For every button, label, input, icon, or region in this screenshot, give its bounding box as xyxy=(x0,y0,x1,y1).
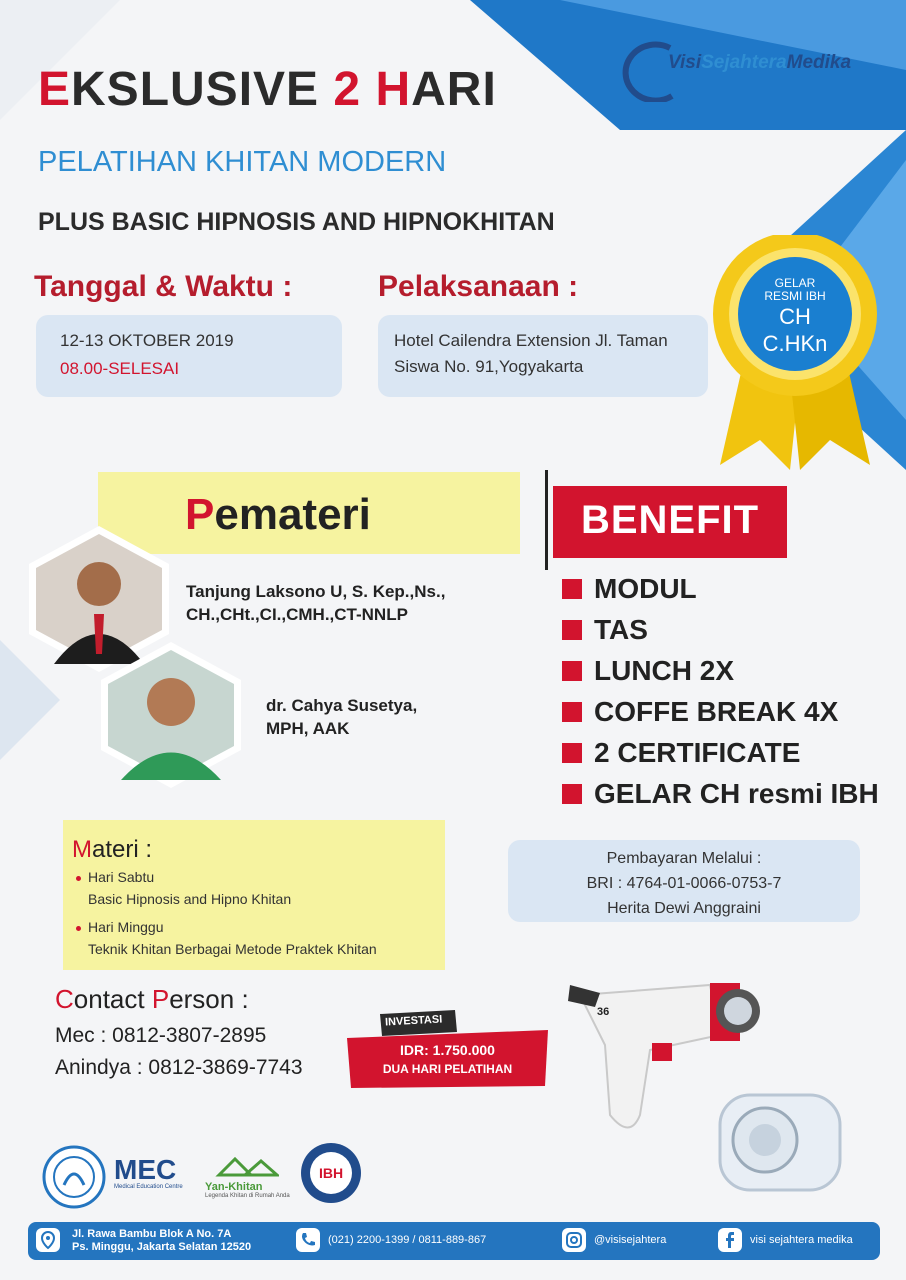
bullet-icon xyxy=(562,579,582,599)
date-heading: Tanggal & Waktu : xyxy=(34,270,293,303)
instagram-icon xyxy=(562,1228,586,1252)
materi-heading: Materi : xyxy=(72,836,153,863)
speaker1-line2: CH.,CHt.,CI.,CMH.,CT-NNLP xyxy=(186,605,408,624)
materi-day1: Hari Sabtu Basic Hipnosis and Hipno Khitan xyxy=(76,866,291,910)
contact-heading: Contact Person : xyxy=(55,984,249,1014)
ibh-logo: IBH xyxy=(300,1142,362,1204)
payment-account: BRI : 4764-01-0066-0753-7 xyxy=(586,875,782,892)
list-item: GELAR CH resmi IBH xyxy=(562,773,879,814)
list-item: MODUL xyxy=(562,568,879,609)
venue-box xyxy=(378,315,708,397)
bullet-icon xyxy=(562,661,582,681)
page-title: EKSLUSIVE 2 HARI xyxy=(38,63,497,116)
footer-bar xyxy=(28,1222,880,1260)
venue-line1: Hotel Cailendra Extension Jl. Taman xyxy=(394,331,668,350)
speaker2-name xyxy=(266,694,417,740)
bullet-icon xyxy=(562,784,582,804)
phone-icon xyxy=(296,1228,320,1252)
venue-heading: Pelaksanaan : xyxy=(378,270,579,303)
footer-phone: (021) 2200-1399 / 0811-889-867 xyxy=(328,1234,487,1246)
house-icon xyxy=(205,1155,279,1177)
subtitle: PELATIHAN KHITAN MODERN xyxy=(38,146,447,178)
payment-box xyxy=(508,840,860,922)
circumcision-device-illustration xyxy=(560,965,850,1210)
event-time: 08.00-SELESAI xyxy=(60,359,180,378)
brand-name: VisiSejahteraMedika xyxy=(668,52,852,73)
brand-logo xyxy=(620,38,890,108)
subtitle-secondary: PLUS BASIC HIPNOSIS AND HIPNOKHITAN xyxy=(38,208,555,236)
date-box xyxy=(36,315,342,397)
bullet-icon xyxy=(76,876,81,881)
materi-day2: Hari Minggu Teknik Khitan Berbagai Metode Praktek Khitan xyxy=(76,916,377,960)
certification-badge xyxy=(700,235,890,475)
contact-mec: Mec : 0812-3807-2895 xyxy=(55,1024,267,1047)
list-item: LUNCH 2X xyxy=(562,650,879,691)
speaker2-line1: dr. Cahya Susetya, xyxy=(266,696,418,715)
device-number: 36 xyxy=(597,1006,610,1018)
location-icon xyxy=(36,1228,60,1252)
footer-address: Jl. Rawa Bambu Blok A No. 7A Ps. Minggu, Jakarta Selatan 12520 xyxy=(72,1228,252,1253)
footer-facebook[interactable]: visi sejahtera medika xyxy=(750,1234,853,1246)
investment-duration: DUA HARI PELATIHAN xyxy=(382,1062,513,1076)
speaker2-photo xyxy=(96,640,246,790)
bullet-icon xyxy=(76,926,81,931)
badge-line3: CH xyxy=(779,304,811,329)
event-date: 12-13 OKTOBER 2019 xyxy=(60,331,234,350)
investment-label: INVESTASI xyxy=(384,1013,443,1029)
materi-day2-topic: Teknik Khitan Berbagai Metode Praktek Khitan xyxy=(88,941,377,957)
list-item: TAS xyxy=(562,609,879,650)
payment-holder: Herita Dewi Anggraini xyxy=(607,900,761,917)
investment-tag xyxy=(345,1010,550,1090)
payment-heading: Pembayaran Melalui : xyxy=(606,850,762,867)
bullet-icon xyxy=(562,702,582,722)
list-item: COFFE BREAK 4X xyxy=(562,691,879,732)
speaker2-line2: MPH, AAK xyxy=(266,719,350,738)
facebook-icon xyxy=(718,1228,742,1252)
mec-logo: MEC Medical Education Centre xyxy=(114,1154,183,1190)
yan-khitan-logo: Yan-Khitan Legenda Khitan di Rumah Anda xyxy=(205,1155,290,1199)
badge-line2: RESMI IBH xyxy=(764,289,826,303)
speaker1-line1: Tanjung Laksono U, S. Kep.,Ns., xyxy=(186,582,446,601)
investment-price: IDR: 1.750.000 xyxy=(400,1042,495,1058)
badge-line1: GELAR xyxy=(774,276,816,290)
benefit-list xyxy=(562,568,879,814)
benefit-heading: BENEFIT xyxy=(580,498,760,542)
bullet-icon xyxy=(562,743,582,763)
bullet-icon xyxy=(562,620,582,640)
venue-line2: Siswa No. 91,Yogyakarta xyxy=(394,357,584,376)
speakers-heading: Pemateri xyxy=(185,490,371,539)
badge-center xyxy=(738,257,852,371)
speaker1-name xyxy=(186,580,445,626)
contact-anindya: Anindya : 0812-3869-7743 xyxy=(55,1056,303,1079)
footer-instagram[interactable]: @visisejahtera xyxy=(594,1234,667,1246)
hypnotherapy-org-logo xyxy=(42,1145,106,1209)
list-item: 2 CERTIFICATE xyxy=(562,732,879,773)
benefit-divider xyxy=(545,470,548,570)
badge-line4: C.HKn xyxy=(762,331,828,356)
materi-day1-topic: Basic Hipnosis and Hipno Khitan xyxy=(88,891,292,907)
